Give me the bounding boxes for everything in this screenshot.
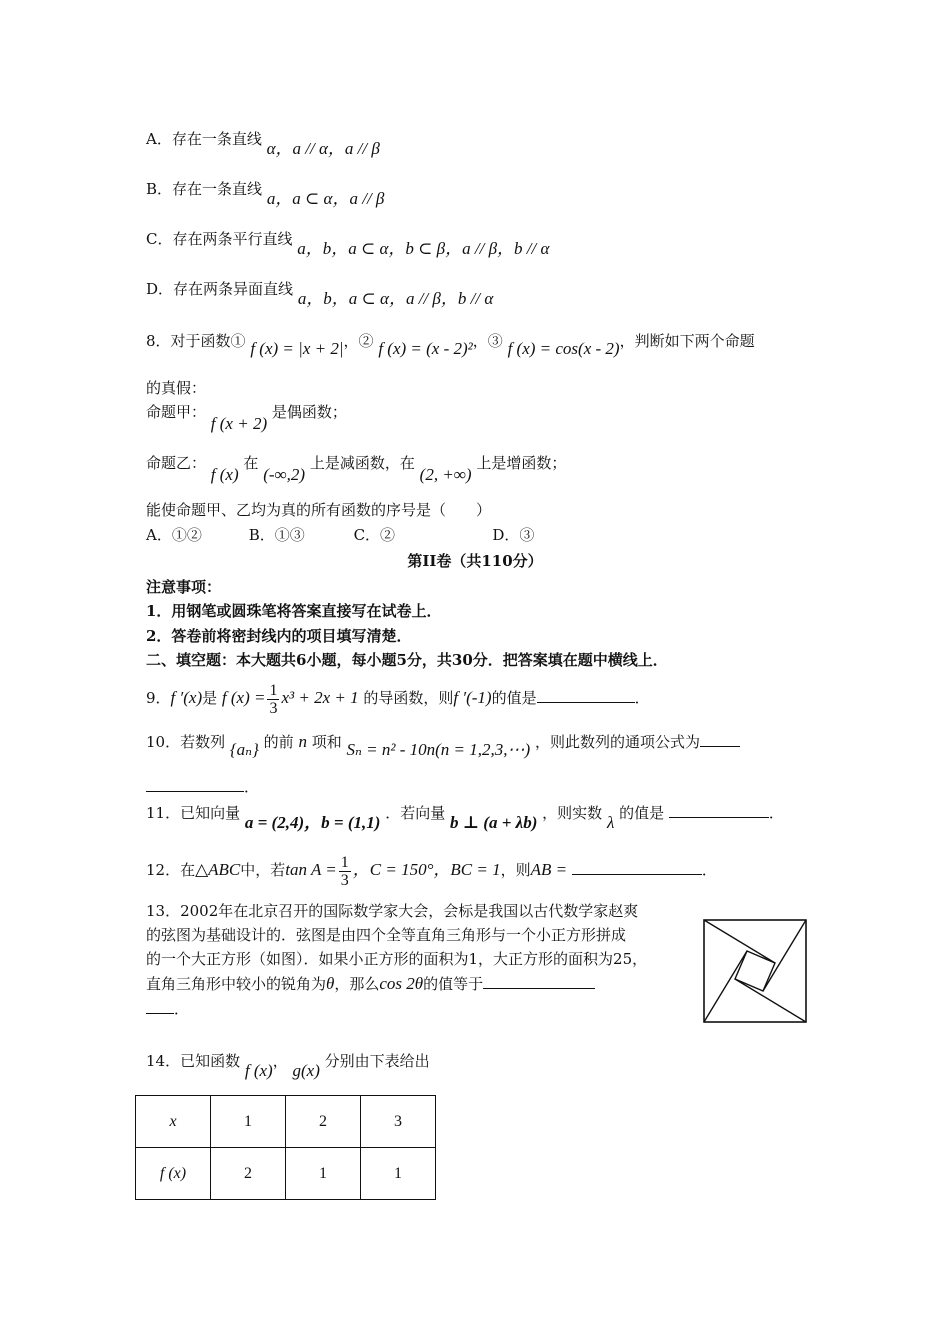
q8-stem-cont: 的真假：	[146, 379, 207, 397]
outer-square	[704, 920, 806, 1022]
question-13-line-1: 13．2002年在北京召开的国际数学家大会，会标是我国以古代数学家赵爽	[146, 902, 639, 920]
answer-blank[interactable]	[146, 997, 174, 1014]
q7-option-a: A．存在一条直线 α，a // α，a // β	[146, 130, 380, 158]
question-11: 11．已知向量 a = (2,4)，b = (1,1) ．若向量 b ⊥ (a + λb) ，则实数 λ 的值是 ．	[146, 801, 784, 824]
q7-option-c: C．存在两条平行直线 a，b，a ⊂ α，b ⊂ β，a // β，b // α	[146, 230, 550, 258]
question-13-line-3: 的一个大正方形（如图）．如果小正方形的面积为1，大正方形的面积为25，	[146, 950, 648, 968]
table-cell: 1	[211, 1096, 286, 1148]
part-two-heading: 二、填空题：本大题共6小题，每小题5分，共30分．把答案填在题中横线上．	[146, 651, 668, 669]
q8-choices: A．①② B．①③ C．② D．③	[146, 526, 535, 544]
table-cell: x	[136, 1096, 211, 1148]
table-row	[136, 1148, 436, 1200]
table-cell: f (x)	[136, 1148, 211, 1200]
question-9: 9．f ′(x)是 f (x) = $\frac{1}{3}$ x³ + 2x + 1 的导函数，则f ′(-1)的值是 ．	[146, 681, 650, 717]
table-cell: 2	[286, 1096, 361, 1148]
question-10-cont: ．	[146, 775, 259, 798]
question-12: 12．在△ABC中，若tan A = $\frac{1}{3}$ ，C = 150°，BC = 1，则AB = ．	[146, 853, 717, 889]
q8-proposition-jia: 命题甲： f (x + 2) 是偶函数；	[146, 403, 347, 433]
q7-option-d: D．存在两条异面直线 a，b，a ⊂ α，a // β，b // α	[146, 280, 494, 308]
question-13-line-2: 的弦图为基础设计的．弦图是由四个全等直角三角形与一个小正方形拼成	[146, 926, 627, 944]
triangle-edge	[735, 979, 806, 1022]
fraction: $\frac{1}{3}$	[269, 681, 278, 717]
triangle-edge	[763, 920, 806, 991]
q8-stem: 8．对于函数① f (x) = |x + 2|，② f (x) = (x - 2)²，③ f (x) = cos(x - 2)，判断如下两个命题	[146, 332, 755, 358]
answer-blank[interactable]	[572, 858, 702, 875]
triangle-edge	[704, 951, 747, 1022]
q8-question: 能使命题甲、乙均为真的所有函数的序号是（ ）	[146, 501, 492, 519]
answer-blank[interactable]	[537, 686, 635, 703]
table-cell: 1	[361, 1148, 436, 1200]
question-13-line-4: 直角三角形中较小的锐角为θ，那么cos 2θ的值等于	[146, 972, 595, 995]
answer-blank[interactable]	[669, 801, 769, 818]
zhao-shuang-diagram	[702, 918, 808, 1024]
table-cell: 3	[361, 1096, 436, 1148]
section-title: 第II卷（共110分）	[407, 552, 543, 570]
answer-blank[interactable]	[483, 972, 595, 989]
question-14: 14．已知函数 f (x)， g(x) 分别由下表给出	[146, 1052, 430, 1080]
function-table	[135, 1095, 436, 1200]
table-row	[136, 1096, 436, 1148]
notes-item-2: 2．答卷前将密封线内的项目填写清楚．	[146, 627, 412, 645]
q7-option-b: B．存在一条直线 a，a ⊂ α，a // β	[146, 180, 385, 208]
table-cell: 2	[211, 1148, 286, 1200]
q8-proposition-yi: 命题乙： f (x) 在 (-∞,2) 上是减函数，在 (2, +∞) 上是增函数；	[146, 454, 567, 484]
table-cell: 1	[286, 1148, 361, 1200]
notes-item-1: 1．用钢笔或圆珠笔将答案直接写在试卷上．	[146, 602, 442, 620]
notes-title: 注意事项：	[146, 578, 222, 596]
fraction: $\frac{1}{3}$	[340, 853, 349, 889]
answer-blank[interactable]	[146, 775, 244, 792]
answer-blank[interactable]	[700, 730, 740, 747]
question-13-line-5: ．	[146, 997, 189, 1020]
inner-square	[735, 951, 775, 991]
question-10: 10．若数列 {aₙ} 的前 n 项和 Sₙ = n² - 10n(n = 1,2,3,⋯) ，则此数列的通项公式为	[146, 730, 740, 753]
triangle-edge	[704, 920, 775, 963]
